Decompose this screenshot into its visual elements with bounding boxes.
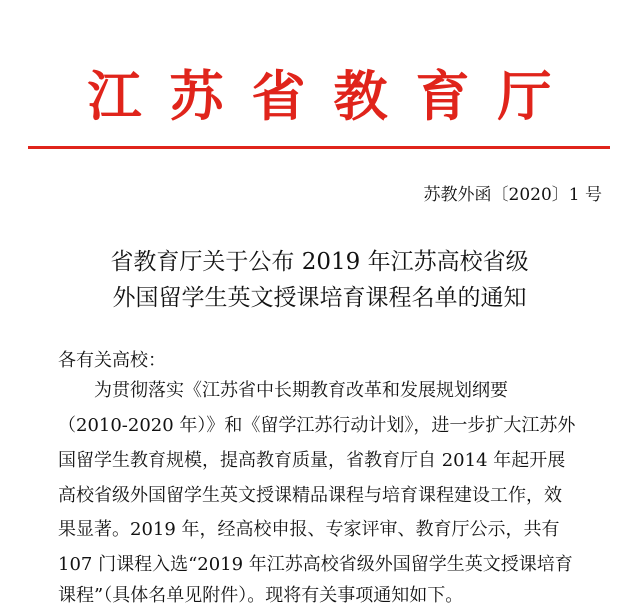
body-text-line: 107 门课程入选“2019 年江苏高校省级外国留学生英文授课培育	[58, 554, 573, 575]
body-text-line: 为贯彻落实《江苏省中长期教育改革和发展规划纲要	[94, 380, 508, 401]
document-title-line-2: 外国留学生英文授课培育课程名单的通知	[112, 285, 527, 311]
body-text-line: 国留学生教育规模，提高教育质量，省教育厅自 2014 年起开展	[58, 450, 566, 471]
body-text-line: 高校省级外国留学生英文授课精品课程与培育课程建设工作，效	[58, 485, 562, 506]
document-title-line-1: 省教育厅关于公布 2019 年江苏高校省级	[110, 249, 529, 275]
salutation: 各有关高校：	[58, 350, 166, 371]
red-header-rule	[28, 146, 610, 149]
body-text-line: （2010-2020 年）》和《留学江苏行动计划》，进一步扩大江苏外	[58, 415, 576, 436]
document-number: 苏教外函〔2020〕1 号	[423, 185, 602, 205]
issuing-authority-title: 江苏省教育厅	[87, 64, 580, 128]
body-text-line: 果显著。2019 年，经高校申报、专家评审、教育厅公示，共有	[58, 519, 560, 540]
body-text-line: 课程”（具体名单见附件）。现将有关事项通知如下。	[58, 585, 464, 606]
